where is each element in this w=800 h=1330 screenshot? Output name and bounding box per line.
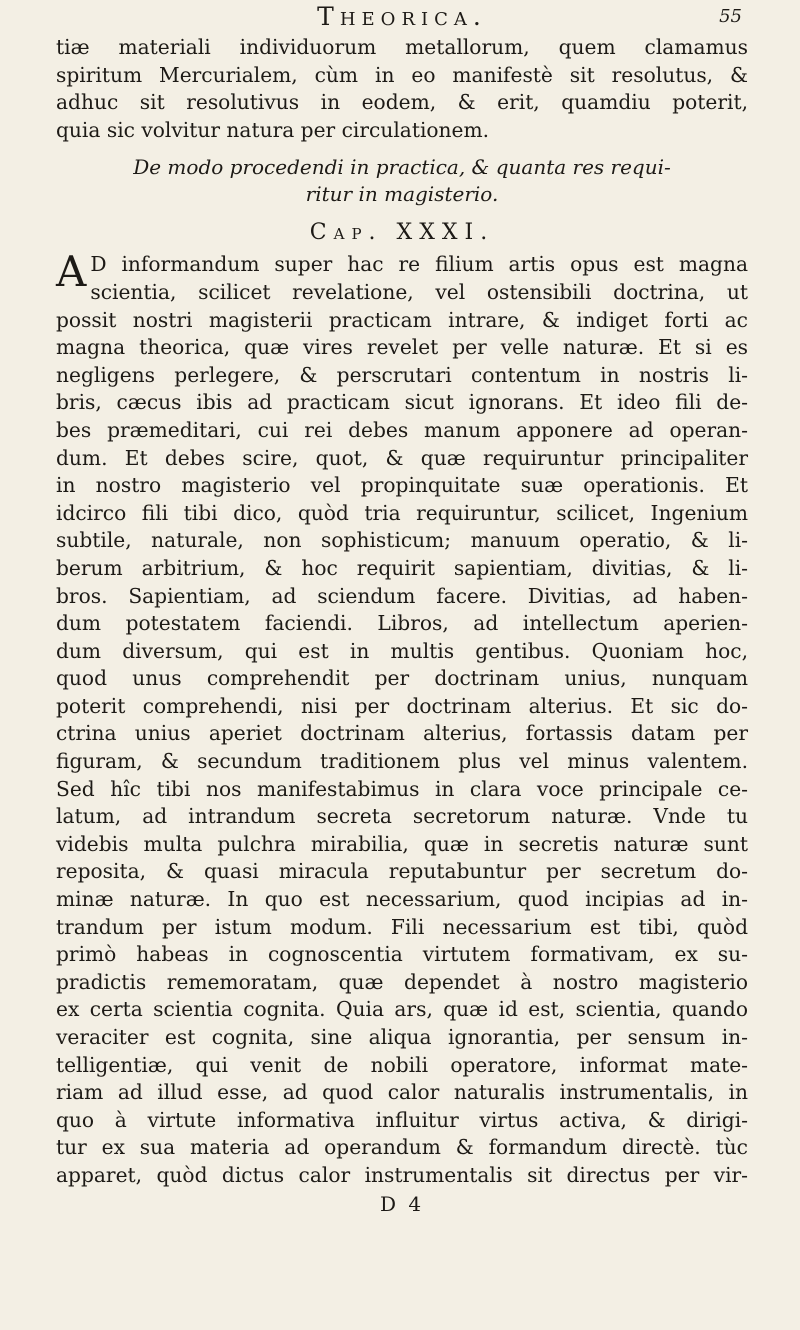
preceding-paragraph — [56, 34, 748, 144]
text-line: bes præmeditari, cui rei debes manum apponere ad operan- — [56, 417, 748, 442]
text-line: scientia, scilicet revelatione, vel ostensibili doctrina, ut — [90, 279, 748, 304]
text-line: idcirco fili tibi dico, quòd tria requiruntur, scilicet, Ingenium — [56, 500, 748, 525]
text-line: subtile, naturale, non sophisticum; manuum operatio, & li- — [56, 528, 748, 553]
signature-mark: D 4 — [379, 1191, 425, 1216]
text-line: riam ad illud esse, ad quod calor naturalis instrumentalis, in — [56, 1080, 748, 1105]
text-line: dum diversum, qui est in multis gentibus. Quoniam hoc, — [56, 638, 748, 663]
text-line: berum arbitrium, & hoc requirit sapientiam, divitias, & li- — [56, 555, 748, 580]
text-line: bris, cæcus ibis ad practicam sicut ignorans. Et ideo fili de- — [56, 390, 748, 415]
text-line: poterit comprehendi, nisi per doctrinam alterius. Et sic do- — [56, 693, 748, 718]
text-line: spiritum Mercurialem, cùm in eo manifestè sit resolutus, & — [56, 62, 748, 87]
text-line: dum. Et debes scire, quot, & quæ requiruntur principaliter — [56, 445, 748, 470]
initial-letter: A — [56, 247, 87, 297]
text-line: quo à virtute informativa influitur virtus activa, & dirigi- — [56, 1107, 748, 1132]
text-line: possit nostri magisterii practicam intrare, & indiget forti ac — [56, 307, 748, 332]
chapter-body — [56, 247, 748, 1189]
text-line: latum, ad intrandum secreta secretorum naturæ. Vnde tu — [56, 804, 748, 829]
chapter-number: Cap. XXXI. — [309, 220, 495, 246]
text-line: videbis multa pulchra mirabilia, quæ in secretis naturæ sunt — [56, 831, 748, 856]
page-number: 55 — [719, 6, 742, 27]
running-head — [56, 0, 748, 34]
text-line: Sed hîc tibi nos manifestabimus in clara voce principale ce- — [56, 776, 748, 801]
text-line: ctrina unius aperiet doctrinam alterius, fortassis datam per — [56, 721, 748, 746]
text-line: tiæ materiali individuorum metallorum, quem clamamus — [56, 35, 748, 59]
text-line: ex certa scientia cognita. Quia ars, quæ id est, scientia, quando — [56, 997, 748, 1022]
text-line: figuram, & secundum traditionem plus vel minus valentem. — [56, 749, 748, 774]
text-line: apparet, quòd dictus calor instrumentalis sit directus per vir- — [56, 1162, 748, 1187]
text-line: magna theorica, quæ vires revelet per velle naturæ. Et si es — [56, 335, 748, 360]
text-line: negligens perlegere, & perscrutari contentum in nostris li- — [56, 362, 748, 387]
text-line: pradictis rememoratam, quæ dependet à nostro magisterio — [56, 969, 748, 994]
chapter-heading-line: De modo procedendi in practica, & quanta res requi- — [133, 155, 671, 180]
text-line: primò habeas in cognoscentia virtutem formativam, ex su- — [56, 942, 748, 967]
text-line: telligentiæ, qui venit de nobili operatore, informat mate- — [56, 1052, 748, 1077]
text-line: adhuc sit resolutivus in eodem, & erit, quamdiu poterit, — [56, 90, 748, 115]
text-line: reposita, & quasi miracula reputabuntur per secretum do- — [56, 859, 748, 884]
text-line: trandum per istum modum. Fili necessarium est tibi, quòd — [56, 914, 748, 939]
chapter-heading-line: ritur in magisterio. — [305, 182, 499, 207]
text-line: bros. Sapientiam, ad sciendum facere. Divitias, ad haben- — [56, 583, 748, 608]
text-line: dum potestatem faciendi. Libros, ad intellectum aperien- — [56, 611, 748, 636]
running-title: Theorica. — [317, 2, 487, 31]
text-line: tur ex sua materia ad operandum & formandum directè. tùc — [56, 1135, 748, 1160]
text-line: quia sic volvitur natura per circulationem. — [56, 117, 490, 142]
text-line-first: D informandum super hac re filium artis opus est magna — [90, 252, 748, 277]
text-line: veraciter est cognita, sine aliqua ignorantia, per sensum in- — [56, 1025, 748, 1049]
text-line: quod unus comprehendit per doctrinam unius, nunquam — [56, 666, 748, 691]
chapter-heading — [56, 154, 748, 208]
text-line: minæ naturæ. In quo est necessarium, quod incipias ad in- — [56, 887, 748, 912]
text-line: in nostro magisterio vel propinquitate suæ operationis. Et — [56, 473, 748, 498]
